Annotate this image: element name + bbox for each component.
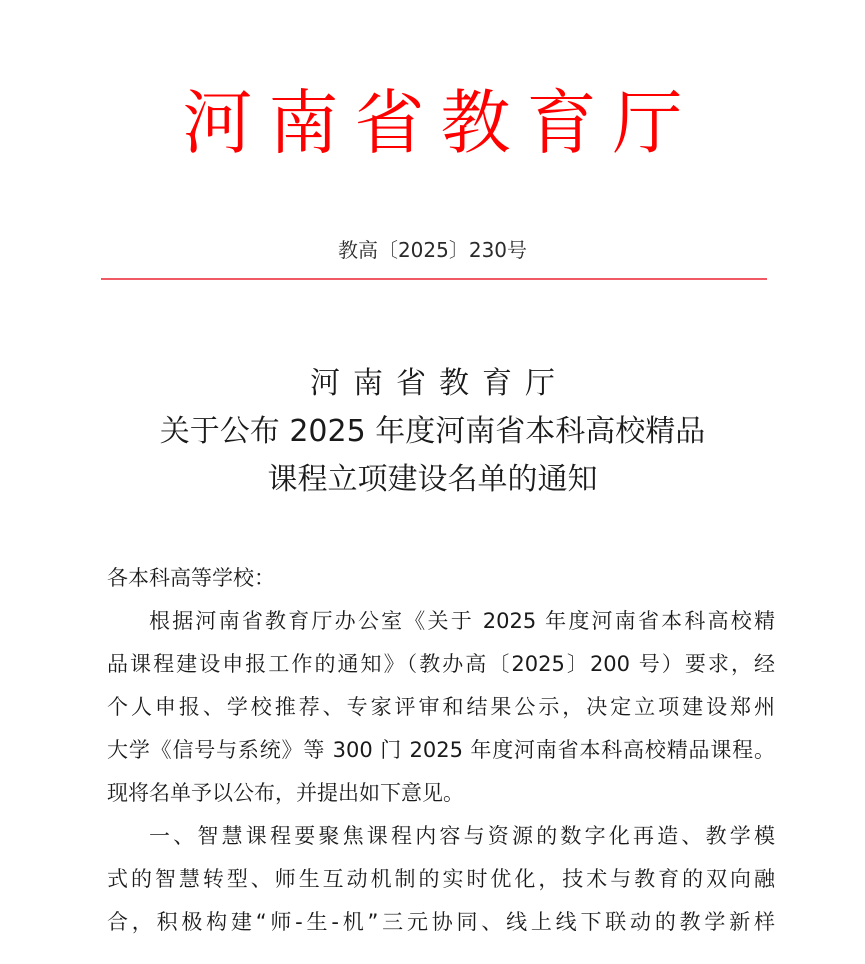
document-body [107,557,775,944]
document-title [0,360,865,504]
paragraph-line: 大学《信号与系统》等 300 门 2025 年度河南省本科高校精品课程。 [107,738,775,762]
title-line-subject: 关于公布 2025 年度河南省本科高校精品 [159,414,706,449]
document-number: 教高〔2025〕230号 [337,238,528,262]
red-divider-rule [101,278,767,280]
paragraph-1 [107,600,775,815]
paragraph-line: 合，积极构建“师-生-机”三元协同、线上线下联动的教学新样 [107,910,775,934]
paragraph-line: 一、智慧课程要聚焦课程内容与资源的数字化再造、教学模 [149,824,775,848]
issuer-masthead: 河南省教育厅 [182,82,699,164]
salutation: 各本科高等学校： [107,566,275,590]
paragraph-line: 品课程建设申报工作的通知》（教办高〔2025〕200 号）要求，经 [107,652,775,676]
paragraph-line: 个人申报、学校推荐、专家评审和结果公示，决定立项建设郑州 [107,695,775,719]
title-line-issuer: 河南省教育厅 [310,366,568,401]
paragraph-line: 根据河南省教育厅办公室《关于 2025 年度河南省本科高校精 [149,609,775,633]
paragraph-line: 式的智慧转型、师生互动机制的实时优化，技术与教育的双向融 [107,867,775,891]
paragraph-2 [107,815,775,944]
title-line-subject-cont: 课程立项建设名单的通知 [267,462,598,497]
paragraph-line: 现将名单予以公布，并提出如下意见。 [107,781,464,805]
